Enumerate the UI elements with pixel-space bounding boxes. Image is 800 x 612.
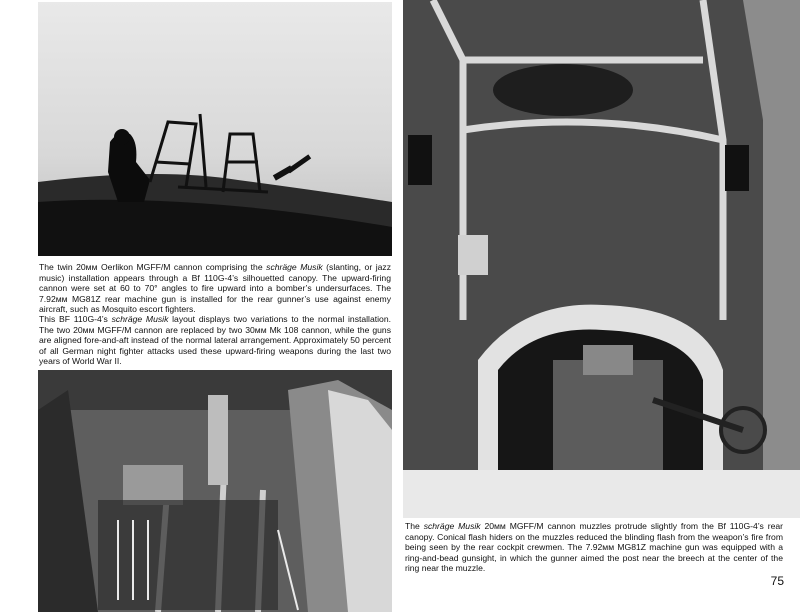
caption-italic-term: schräge Musik [111, 314, 169, 324]
caption-italic-term: schräge Musik [423, 521, 481, 531]
photo-cannon-installation [38, 370, 392, 612]
caption-top-left: The twin 20мм Oerlikon MGFF/M cannon comprising the schräge Musik (slanting, or jazz music) installation appears through a Bf 110G-4’s silhouetted canopy. The upward-firing cannon were set at 60 to 70° angles to fire upward into a bomber’s undersurfaces. The 7.92мм MG81Z rear machine gun is installed for the rear gunner’s use against enemy aircraft, such as Mosquito escort fighters. [39, 262, 391, 315]
photo-rear-canopy-muzzles [403, 0, 800, 518]
page-number: 75 [770, 574, 784, 588]
photo-canopy-silhouette [38, 2, 392, 256]
caption-italic-term: schräge Musik [266, 262, 323, 272]
caption-middle-left: This BF 110G-4’s schräge Musik layout displays two variations to the normal installation. The two 20мм MGFF/M cannon are replaced by two 30мм Mk 108 cannon, while the guns are aligned fore-and-aft instead of the normal lateral arrangement. Approximately 50 percent of all German night fighter attacks used these upward-firing weapons during the last two years of World War II. [39, 314, 391, 367]
caption-right: The schräge Musik 20мм MGFF/M cannon muzzles protrude slightly from the Bf 110G-4’s rear canopy. Conical flash hiders on the muzzles reduced the blinding flash from the weapon’s fire from being seen by the rear cockpit crewmen. The 7.92мм MG81Z machine gun was equipped with a ring-and-bead gunsight, in which the gunner aimed the post near the breech at the center of the ring near the muzzle. [405, 521, 783, 574]
